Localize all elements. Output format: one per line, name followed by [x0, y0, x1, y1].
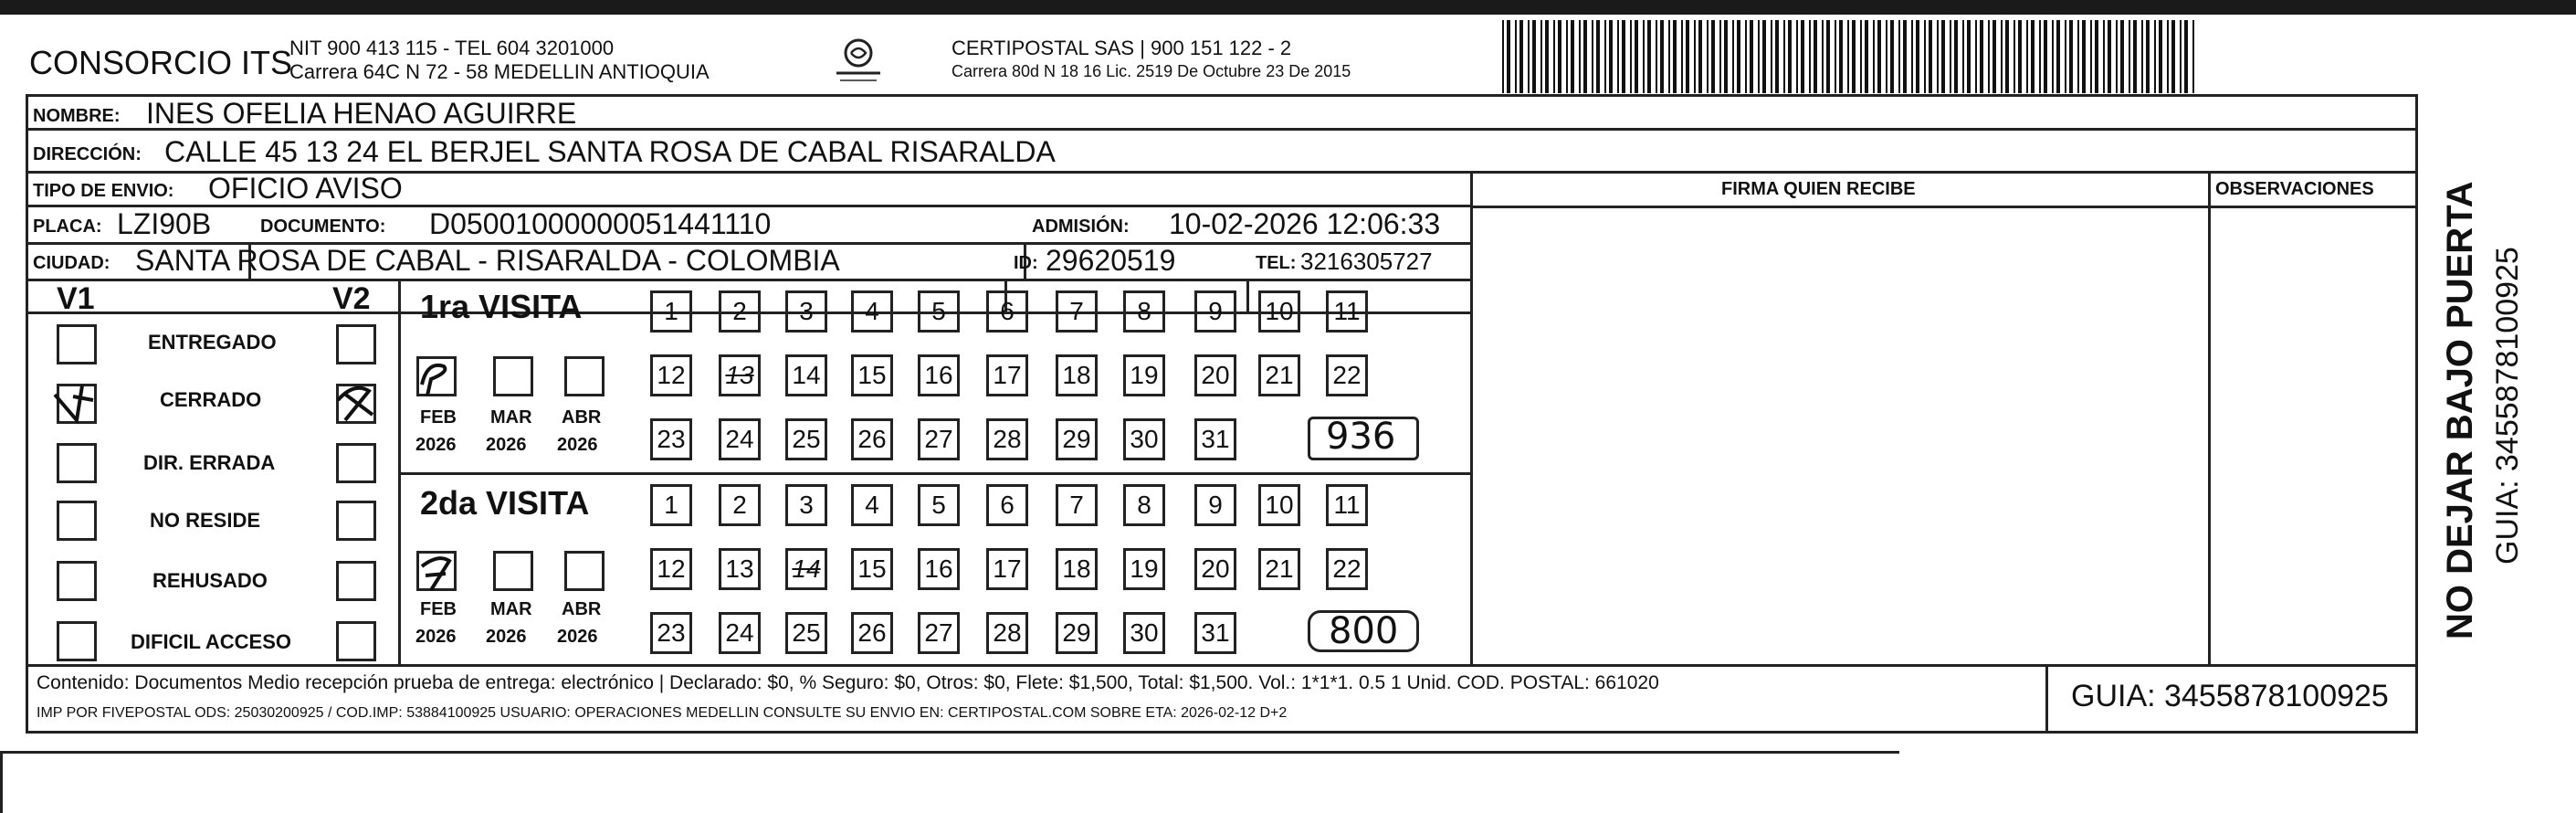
barcode-bar — [1592, 20, 1593, 93]
first-visit-day-10[interactable]: 10 — [1258, 290, 1300, 333]
barcode-bar — [1911, 20, 1913, 93]
second-visit-day-12[interactable]: 12 — [650, 548, 692, 590]
v1-checkbox-entregado[interactable] — [57, 324, 97, 364]
nit-line: NIT 900 413 115 - TEL 604 3201000 — [289, 37, 615, 59]
tel-label: TEL: — [1256, 253, 1297, 273]
v1-header: V1 — [57, 281, 95, 316]
barcode-bar — [1515, 20, 1517, 93]
barcode-bar — [1545, 20, 1549, 93]
second-visit-day-2[interactable]: 2 — [719, 484, 761, 526]
v2-checkbox-dificil-acceso[interactable] — [336, 621, 376, 661]
first-visit-day-29[interactable]: 29 — [1056, 418, 1098, 460]
first-visit-day-28[interactable]: 28 — [986, 418, 1028, 460]
first-month-mar: MAR — [490, 407, 532, 428]
observaciones-label: OBSERVACIONES — [2215, 179, 2374, 199]
second-visit-day-5[interactable]: 5 — [918, 484, 960, 526]
first-visit-day-15[interactable]: 15 — [851, 354, 893, 396]
second-visit-day-1[interactable]: 1 — [650, 484, 692, 526]
barcode-bar — [1647, 20, 1651, 93]
status-entregado: ENTREGADO — [148, 331, 277, 354]
first-visit-day-26[interactable]: 26 — [851, 418, 893, 460]
barcode-bar — [1796, 20, 1798, 93]
v1-checkbox-dificil-acceso[interactable] — [57, 621, 97, 661]
barcode-bar — [2082, 20, 2086, 93]
first-year-abr: 2026 — [557, 435, 598, 455]
barcode-bar — [1694, 20, 1696, 93]
second-visit-day-18[interactable]: 18 — [1056, 548, 1098, 590]
placa-label: PLACA: — [33, 216, 102, 237]
certipostal-logo — [831, 35, 886, 90]
v2-checkbox-entregado[interactable] — [336, 324, 376, 364]
second-month-feb: FEB — [420, 599, 457, 619]
barcode-bar — [1528, 20, 1530, 93]
barcode-bar — [1566, 20, 1568, 93]
first-visit-day-8[interactable]: 8 — [1123, 290, 1165, 333]
v1-checkbox-dir-errada[interactable] — [57, 443, 97, 483]
first-month-mar-box[interactable] — [493, 356, 533, 396]
barcode-bar — [1975, 20, 1977, 93]
first-month-feb: FEB — [420, 407, 457, 428]
v2-checkbox-dir-errada[interactable] — [336, 443, 376, 483]
barcode-bar — [1519, 20, 1523, 93]
barcode-bar — [1826, 20, 1830, 93]
barcode-bar — [1558, 20, 1561, 93]
ciudad-label: CIUDAD: — [33, 253, 110, 273]
first-visit-day-16[interactable]: 16 — [918, 354, 960, 396]
direccion-label: DIRECCIÓN: — [33, 144, 142, 164]
divider — [398, 472, 1473, 475]
first-visit-day-2[interactable]: 2 — [719, 290, 761, 333]
admision-label: ADMISIÓN: — [1032, 216, 1130, 237]
scan-edge — [0, 751, 1899, 754]
second-visit-day-24[interactable]: 24 — [719, 612, 761, 654]
barcode-bar — [1758, 20, 1760, 93]
barcode-bar — [1962, 20, 1964, 93]
barcode-bar — [1719, 20, 1721, 93]
barcode-bar — [1916, 20, 1919, 93]
first-visit-day-25[interactable]: 25 — [785, 418, 827, 460]
barcode-bar — [2120, 20, 2124, 93]
second-month-mar: MAR — [490, 599, 532, 619]
barcode-bar — [1579, 20, 1581, 93]
second-visit-day-6[interactable]: 6 — [986, 484, 1028, 526]
barcode-bar — [2146, 20, 2150, 93]
barcode-bar — [1707, 20, 1709, 93]
first-visit-day-31[interactable]: 31 — [1194, 418, 1236, 460]
barcode-bar — [2065, 20, 2066, 93]
barcode-bar — [1762, 20, 1766, 93]
first-year-feb: 2026 — [415, 435, 457, 455]
second-month-abr: ABR — [562, 599, 602, 619]
barcode-bar — [2039, 20, 2041, 93]
barcode-bar — [1540, 20, 1542, 93]
barcode-bar — [1571, 20, 1574, 93]
second-visit-day-22[interactable]: 22 — [1326, 548, 1368, 590]
second-visit-day-10[interactable]: 10 — [1258, 484, 1300, 526]
barcode-bar — [2056, 20, 2060, 93]
barcode-bar — [1954, 20, 1958, 93]
barcode-bar — [1847, 20, 1849, 93]
divider — [26, 664, 2418, 667]
barcode-bar — [2052, 20, 2054, 93]
barcode-bar — [1814, 20, 1817, 93]
second-visit-day-28[interactable]: 28 — [986, 612, 1028, 654]
admision-value: 10-02-2026 12:06:33 — [1169, 207, 1441, 240]
v2-header: V2 — [332, 281, 371, 316]
guia-side: GUIA: 3455878100925 — [2490, 247, 2525, 565]
guia-footer: GUIA: 3455878100925 — [2071, 679, 2389, 713]
barcode-bar — [2005, 20, 2009, 93]
barcode-bar — [2044, 20, 2047, 93]
contenido-line: Contenido: Documentos Medio recepción prueba de entrega: electrónico | Declarado: $0, % Seguro: $0, Otros: $0, Flete: $1,500, Total: $1,500. Vol.: 1*1*1. 0.5 1 Unid. COD. POSTAL: 661020 — [37, 672, 1659, 693]
second-visit-day-7[interactable]: 7 — [1056, 484, 1098, 526]
first-month-abr-box[interactable] — [564, 356, 605, 396]
second-visit-day-17[interactable]: 17 — [986, 548, 1028, 590]
nombre-label: NOMBRE: — [33, 106, 121, 126]
first-visit-handwritten-code: 936 — [1326, 416, 1396, 458]
barcode-bar — [2171, 20, 2175, 93]
barcode-bar — [1886, 20, 1887, 93]
checkmark-icon — [413, 546, 468, 597]
barcode-bar — [2095, 20, 2098, 93]
second-visit-day-27[interactable]: 27 — [918, 612, 960, 654]
barcode-bar — [1783, 20, 1785, 93]
divider — [1473, 206, 2418, 208]
tipo-envio-label: TIPO DE ENVIO: — [33, 181, 174, 201]
first-visit-title: 1ra VISITA — [420, 288, 583, 325]
barcode-bar — [1553, 20, 1555, 93]
imp-line: IMP POR FIVEPOSTAL ODS: 25030200925 / COD.IMP: 53884100925 USUARIO: OPERACIONES MEDELLIN CONSULTE SU ENVIO EN: CERTIPOSTAL.COM SOBRE ETA: 2026-02-12 D+2 — [37, 705, 1288, 721]
divider — [2208, 171, 2211, 664]
first-visit-day-5[interactable]: 5 — [918, 290, 960, 333]
second-visit-day-15[interactable]: 15 — [851, 548, 893, 590]
status-rehusado: REHUSADO — [152, 569, 268, 592]
barcode-bar — [2184, 20, 2188, 93]
barcode-bar — [1967, 20, 1971, 93]
first-visit-day-3[interactable]: 3 — [785, 290, 827, 333]
barcode-bar — [1737, 20, 1740, 93]
barcode-bar — [1873, 20, 1875, 93]
id-label: ID: — [1014, 253, 1038, 273]
first-visit-day-9[interactable]: 9 — [1194, 290, 1236, 333]
second-visit-day-19[interactable]: 19 — [1123, 548, 1165, 590]
barcode-bar — [1750, 20, 1753, 93]
divider — [1246, 279, 1249, 311]
barcode-bar — [2103, 20, 2105, 93]
barcode-bar — [1724, 20, 1728, 93]
second-visit-day-3[interactable]: 3 — [785, 484, 827, 526]
v2-checkbox-rehusado[interactable] — [336, 561, 376, 601]
barcode-bar — [1788, 20, 1792, 93]
second-visit-day-23[interactable]: 23 — [650, 612, 692, 654]
barcode-bar — [1822, 20, 1824, 93]
barcode-bar — [1903, 20, 1907, 93]
barcode-bar — [1502, 20, 1504, 93]
first-year-mar: 2026 — [486, 435, 527, 455]
checkmark-icon — [46, 376, 110, 431]
tel-value: 3216305727 — [1300, 248, 1433, 275]
first-visit-day-14[interactable]: 14 — [785, 354, 827, 396]
second-visit-day-31[interactable]: 31 — [1194, 612, 1236, 654]
nombre-value: INES OFELIA HENAO AGUIRRE — [146, 97, 577, 130]
second-month-mar-box[interactable] — [493, 551, 533, 591]
firma-label: FIRMA QUIEN RECIBE — [1721, 179, 1916, 199]
barcode-bar — [2013, 20, 2015, 93]
carrier-line: CERTIPOSTAL SAS | 900 151 122 - 2 — [952, 37, 1292, 59]
first-visit-day-24[interactable]: 24 — [719, 418, 761, 460]
first-visit-day-11[interactable]: 11 — [1326, 290, 1368, 333]
barcode-bar — [1596, 20, 1600, 93]
second-visit-day-9[interactable]: 9 — [1194, 484, 1236, 526]
barcode-bar — [2180, 20, 2182, 93]
barcode-bar — [1711, 20, 1715, 93]
second-year-mar: 2026 — [486, 627, 527, 647]
second-visit-day-25[interactable]: 25 — [785, 612, 827, 654]
divider — [2045, 664, 2048, 734]
barcode-bar — [1890, 20, 1894, 93]
first-visit-day-21[interactable]: 21 — [1258, 354, 1300, 396]
barcode-bar — [2116, 20, 2118, 93]
barcode-bar — [1771, 20, 1772, 93]
placa-value: LZI90B — [117, 207, 212, 240]
barcode-bar — [1839, 20, 1843, 93]
v2-checkbox-no-reside[interactable] — [336, 501, 376, 541]
barcode-bar — [1898, 20, 1900, 93]
barcode-bar — [1617, 20, 1619, 93]
barcode-bar — [1924, 20, 1926, 93]
no-dejar-bajo-puerta: NO DEJAR BAJO PUERTA — [2440, 181, 2480, 639]
first-visit-day-7[interactable]: 7 — [1056, 290, 1098, 333]
barcode-bar — [2069, 20, 2073, 93]
second-visit-day-30[interactable]: 30 — [1123, 612, 1165, 654]
first-visit-day-22[interactable]: 22 — [1326, 354, 1368, 396]
top-edge-bar — [0, 0, 2576, 15]
first-month-abr: ABR — [562, 407, 602, 428]
barcode-bar — [1980, 20, 1983, 93]
second-year-feb: 2026 — [415, 627, 457, 647]
documento-label: DOCUMENTO: — [260, 216, 386, 237]
documento-value: D05001000000051441110 — [429, 207, 772, 240]
barcode-bar — [2077, 20, 2079, 93]
second-visit-day-14[interactable]: 14 — [785, 548, 827, 590]
second-visit-day-20[interactable]: 20 — [1194, 548, 1236, 590]
second-visit-day-4[interactable]: 4 — [851, 484, 893, 526]
second-visit-day-8[interactable]: 8 — [1123, 484, 1165, 526]
barcode-bar — [2026, 20, 2028, 93]
second-visit-day-29[interactable]: 29 — [1056, 612, 1098, 654]
barcode-bar — [1860, 20, 1862, 93]
barcode-bar — [2090, 20, 2092, 93]
barcode-bar — [1775, 20, 1779, 93]
barcode-bar — [1988, 20, 1990, 93]
second-visit-day-26[interactable]: 26 — [851, 612, 893, 654]
barcode-bar — [1532, 20, 1536, 93]
v1-checkbox-no-reside[interactable] — [57, 501, 97, 541]
barcode-bar — [1809, 20, 1811, 93]
v1-checkbox-rehusado[interactable] — [57, 561, 97, 601]
carrier-address: Carrera 80d N 18 16 Lic. 2519 De Octubre 23 De 2015 — [952, 62, 1351, 80]
barcode-bar — [1852, 20, 1856, 93]
second-year-abr: 2026 — [557, 627, 598, 647]
barcode-bar — [1673, 20, 1677, 93]
first-visit-day-23[interactable]: 23 — [650, 418, 692, 460]
barcode-bar — [1622, 20, 1625, 93]
second-month-abr-box[interactable] — [564, 551, 605, 591]
barcode-bar — [1865, 20, 1868, 93]
barcode-bar — [2001, 20, 2003, 93]
status-dificil-acceso: DIFICIL ACCESO — [131, 630, 292, 653]
barcode-bar — [2108, 20, 2111, 93]
first-visit-day-12[interactable]: 12 — [650, 354, 692, 396]
barcode-bar — [1583, 20, 1587, 93]
first-visit-day-20[interactable]: 20 — [1194, 354, 1236, 396]
second-visit-day-21[interactable]: 21 — [1258, 548, 1300, 590]
barcode-bar — [1835, 20, 1836, 93]
direccion-value: CALLE 45 13 24 EL BERJEL SANTA ROSA DE CABAL RISARALDA — [164, 135, 1056, 168]
barcode-bar — [2133, 20, 2137, 93]
second-visit-day-16[interactable]: 16 — [918, 548, 960, 590]
barcode-bar — [1877, 20, 1881, 93]
barcode-bar — [1643, 20, 1645, 93]
barcode-bar — [1681, 20, 1683, 93]
checkmark-icon — [413, 352, 468, 402]
barcode-bar — [1941, 20, 1945, 93]
barcode-bar — [1950, 20, 1951, 93]
first-visit-day-17[interactable]: 17 — [986, 354, 1028, 396]
barcode-bar — [1656, 20, 1657, 93]
barcode-bar — [1937, 20, 1939, 93]
barcode-bar — [1660, 20, 1664, 93]
barcode-bar — [2154, 20, 2156, 93]
first-visit-day-19[interactable]: 19 — [1123, 354, 1165, 396]
barcode-bar — [1745, 20, 1747, 93]
first-visit-day-13[interactable]: 13 — [719, 354, 761, 396]
barcode-bar — [2018, 20, 2022, 93]
second-visit-handwritten-code: 800 — [1329, 610, 1399, 652]
barcode-bar — [1732, 20, 1734, 93]
barcode-bar — [1801, 20, 1804, 93]
divider — [398, 279, 401, 664]
divider — [26, 279, 1473, 281]
barcode-bar — [1507, 20, 1510, 93]
barcode-bar — [1609, 20, 1613, 93]
divider — [1470, 171, 1473, 664]
status-no-reside: NO RESIDE — [150, 509, 261, 532]
tipo-envio-value: OFICIO AVISO — [208, 172, 403, 205]
barcode-bar — [1668, 20, 1670, 93]
first-visit-day-4[interactable]: 4 — [851, 290, 893, 333]
barcode-bar — [1929, 20, 1932, 93]
barcode-bar — [2031, 20, 2035, 93]
status-dir-errada: DIR. ERRADA — [143, 451, 276, 474]
id-value: 29620519 — [1046, 244, 1176, 277]
barcode-bar — [1604, 20, 1606, 93]
barcode-bar — [1686, 20, 1689, 93]
barcode-bar — [2159, 20, 2162, 93]
ciudad-value: SANTA ROSA DE CABAL - RISARALDA - COLOMBIA — [135, 244, 840, 277]
second-visit-day-13[interactable]: 13 — [719, 548, 761, 590]
barcode-bar — [1635, 20, 1638, 93]
first-visit-day-30[interactable]: 30 — [1123, 418, 1165, 460]
second-visit-title: 2da VISITA — [420, 484, 590, 522]
checkmark-icon — [327, 375, 391, 429]
first-visit-day-6[interactable]: 6 — [986, 290, 1028, 333]
company-address: Carrera 64C N 72 - 58 MEDELLIN ANTIOQUIA — [289, 60, 710, 83]
company-name: CONSORCIO ITS — [29, 44, 293, 81]
barcode-bar — [2129, 20, 2130, 93]
barcode-bar — [1992, 20, 1996, 93]
second-visit-day-11[interactable]: 11 — [1326, 484, 1368, 526]
first-visit-day-27[interactable]: 27 — [918, 418, 960, 460]
status-cerrado: CERRADO — [160, 388, 262, 411]
barcode-bar — [1630, 20, 1632, 93]
barcode-bar — [2192, 20, 2194, 93]
barcode-bar — [2141, 20, 2143, 93]
first-visit-day-1[interactable]: 1 — [650, 290, 692, 333]
barcode-bar — [2167, 20, 2169, 93]
barcode-bar — [1698, 20, 1702, 93]
scan-edge — [0, 751, 3, 813]
first-visit-day-18[interactable]: 18 — [1056, 354, 1098, 396]
barcode — [1502, 20, 2205, 93]
